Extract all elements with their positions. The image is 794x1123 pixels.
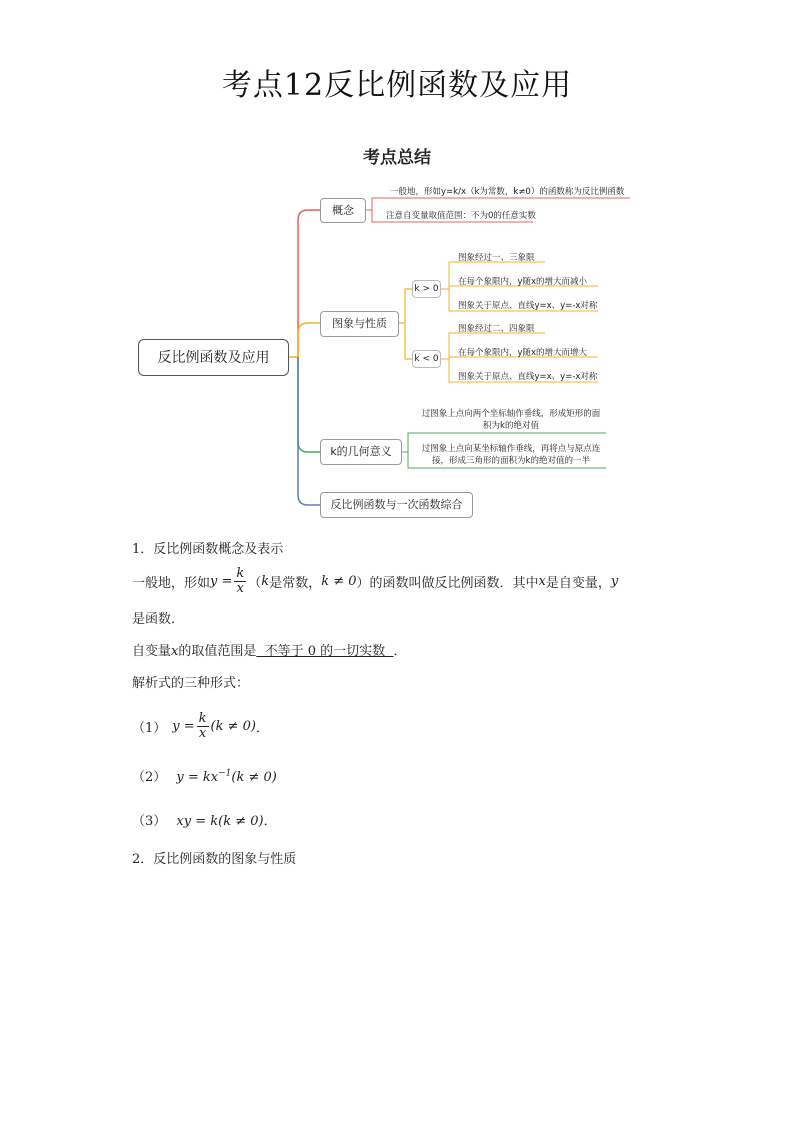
form1-numerator: k [198, 710, 207, 726]
node-combined-linear: 反比例函数与一次函数综合 [320, 492, 473, 518]
leaf-kpos-symmetry: 图象关于原点、直线y=x、y=-x对称 [458, 301, 598, 311]
leaf-kpos-quadrants: 图象经过一、三象限 [458, 253, 535, 263]
mindmap-root: 反比例函数及应用 [138, 339, 289, 376]
form1-end: ． [256, 720, 270, 736]
form2-condition: (k ≠ 0) [231, 770, 277, 785]
def-frac-numerator: k [236, 565, 245, 581]
def-k-condition: k ≠ 0 [321, 573, 357, 589]
leaf-concept-domain: 注意自变量取值范围：不为0的任意实数 [386, 211, 536, 221]
domain-x: x [171, 644, 179, 659]
form3-end: ． [263, 814, 277, 829]
leaf-concept-definition: 一般地，形如y=k/x（k为常数，k≠0）的函数称为反比例函数 [390, 187, 625, 197]
def-k: k [261, 573, 270, 589]
form1-lhs: y = [172, 718, 195, 734]
form1-condition: (k ≠ 0) [210, 718, 256, 734]
form2-expr: y = kx [176, 770, 219, 785]
def-x-var: x [538, 573, 546, 589]
summary-heading: 考点总结 [363, 148, 431, 168]
node-graph-properties: 图象与性质 [320, 311, 399, 337]
leaf-geometry-rectangle: 过图象上点向两个坐标轴作垂线，形成矩形的面积为k的绝对值 [421, 409, 601, 431]
leaf-geometry-triangle: 过图象上点向某坐标轴作垂线，再将点与原点连接，形成三角形的面积为k的绝对值的一半 [421, 444, 601, 466]
domain-prefix: 自变量 [132, 644, 172, 659]
section2-heading: 2．反比例函数的图象与性质 [132, 852, 297, 867]
form1-line [132, 708, 269, 744]
forms-intro: 解析式的三种形式： [132, 676, 250, 691]
node-k-geometry: k的几何意义 [320, 439, 402, 465]
def-frac-denominator: x [236, 580, 244, 596]
form2-line [132, 766, 277, 785]
form1-fraction [197, 712, 209, 741]
leaf-kneg-symmetry: 图象关于原点、直线y=x、y=-x对称 [458, 372, 598, 382]
definition-line [132, 564, 618, 598]
form2-label: （2） [132, 770, 167, 785]
mindmap-connectors [0, 0, 794, 560]
def-open-paren: （ [248, 575, 262, 591]
definition-line2: 是函数． [132, 612, 185, 627]
def-tail: 是自变量， [545, 575, 611, 591]
domain-answer: 不等于 0 的一切实数 [256, 644, 394, 659]
leaf-kneg-quadrants: 图象经过二、四象限 [458, 324, 535, 334]
def-prefix: 一般地，形如 [132, 575, 211, 591]
domain-mid: 的取值范围是 [178, 644, 257, 659]
def-is-constant: 是常数， [269, 575, 322, 591]
node-concept: 概念 [320, 198, 366, 223]
node-k-positive: k > 0 [412, 280, 441, 298]
def-y-var: y [610, 573, 619, 589]
def-fraction [234, 567, 246, 596]
node-k-negative: k < 0 [412, 350, 441, 368]
form1-label: （1） [132, 720, 167, 736]
form2-exponent: −1 [218, 768, 232, 779]
form3-label: （3） [132, 814, 167, 829]
form3-expr: xy = k(k ≠ 0) [176, 814, 264, 829]
page-title: 考点12反比例函数及应用 [221, 68, 573, 103]
def-y: y = [210, 573, 233, 589]
leaf-kneg-monotonic: 在每个象限内，y随x的增大而增大 [458, 348, 588, 358]
domain-end: ． [393, 644, 407, 659]
form1-denominator: x [198, 725, 207, 741]
leaf-kpos-monotonic: 在每个象限内，y随x的增大而减小 [458, 277, 588, 287]
form3-line [132, 810, 277, 829]
domain-line [132, 640, 406, 659]
def-suffix: ）的函数叫做反比例函数．其中 [356, 575, 539, 591]
section1-heading: 1．反比例函数概念及表示 [132, 542, 284, 557]
